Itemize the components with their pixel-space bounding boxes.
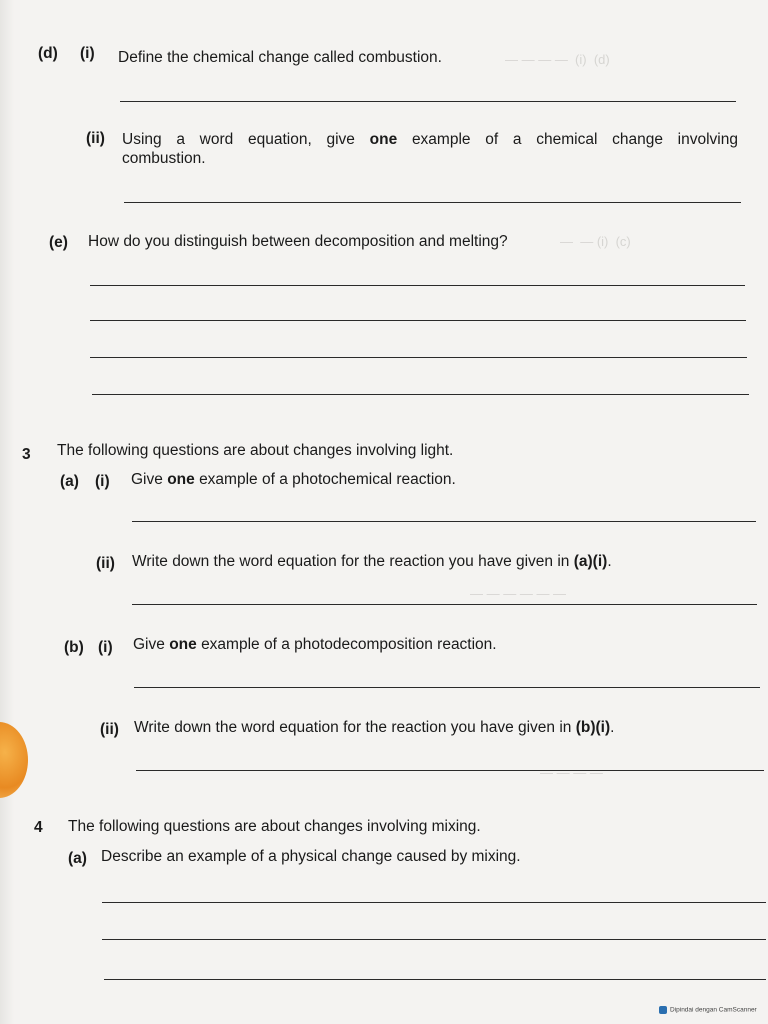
question-3a-ii-text xyxy=(132,552,612,571)
question-3a-i-text xyxy=(131,470,456,489)
answer-line xyxy=(120,101,736,102)
question-number-4: 4 xyxy=(34,819,43,836)
bleed-through-text: — — — — — — xyxy=(470,586,567,601)
question-2d-ii-line1 xyxy=(122,130,738,149)
question-2d-ii-post: example of a chemical change involving xyxy=(411,131,738,148)
question-3b-ii-end: . xyxy=(610,719,615,736)
answer-line xyxy=(90,285,745,286)
part-label-4a: (a) xyxy=(68,850,87,867)
subpart-label-3a-ii: (ii) xyxy=(96,555,115,572)
answer-line xyxy=(90,320,746,321)
answer-line xyxy=(104,979,766,980)
part-label-d: (d) xyxy=(38,45,58,62)
question-number-3: 3 xyxy=(22,446,31,463)
answer-line xyxy=(132,604,757,605)
question-2d-ii-line2: combustion. xyxy=(122,150,206,167)
camscanner-icon xyxy=(659,1006,667,1014)
emphasis-one: one xyxy=(167,471,195,488)
bleed-through-text: — — (i) (c) xyxy=(560,234,631,249)
answer-line xyxy=(90,357,747,358)
answer-line xyxy=(134,687,760,688)
part-label-3a: (a) xyxy=(60,473,79,490)
answer-line xyxy=(102,939,766,940)
question-4-intro: The following questions are about changes involving mixing. xyxy=(68,818,481,835)
page-edge-shadow xyxy=(0,0,14,1024)
scanner-watermark-text: Dipindai dengan CamScanner xyxy=(670,1006,757,1014)
question-3a-ii-pre: Write down the word equation for the reaction you have given in xyxy=(132,553,570,570)
subpart-label-3a-i: (i) xyxy=(95,473,110,490)
question-3b-i-pre: Give xyxy=(133,636,165,653)
subpart-label-3b-i: (i) xyxy=(98,639,113,656)
part-label-e: (e) xyxy=(49,234,68,251)
subpart-label-d-ii: (ii) xyxy=(86,130,105,147)
bleed-through-text: — — — — xyxy=(540,765,603,780)
scanner-watermark xyxy=(659,1006,757,1014)
answer-line xyxy=(102,902,766,903)
part-label-3b: (b) xyxy=(64,639,84,656)
question-3b-ii-pre: Write down the word equation for the reaction you have given in xyxy=(134,719,572,736)
emphasis-one: one xyxy=(369,131,398,148)
question-2e-text: How do you distinguish between decomposition and melting? xyxy=(88,233,508,250)
highlighter-mark xyxy=(0,722,28,798)
question-reference: (a)(i) xyxy=(573,553,608,570)
question-3b-i-text xyxy=(133,635,497,654)
emphasis-one: one xyxy=(169,636,197,653)
question-3b-ii-text xyxy=(134,718,614,737)
question-3a-ii-end: . xyxy=(607,553,612,570)
question-4a-text: Describe an example of a physical change caused by mixing. xyxy=(101,848,521,865)
answer-line xyxy=(124,202,741,203)
answer-line xyxy=(92,394,749,395)
subpart-label-d-i: (i) xyxy=(80,45,95,62)
question-3b-i-post: example of a photodecomposition reaction. xyxy=(201,636,497,653)
answer-line xyxy=(136,770,764,771)
question-3-intro: The following questions are about changes involving light. xyxy=(57,442,454,459)
question-3a-i-pre: Give xyxy=(131,471,163,488)
answer-line xyxy=(132,521,756,522)
question-2d-i-text: Define the chemical change called combustion. xyxy=(118,49,442,66)
question-reference: (b)(i) xyxy=(575,719,611,736)
question-3a-i-post: example of a photochemical reaction. xyxy=(199,471,456,488)
subpart-label-3b-ii: (ii) xyxy=(100,721,119,738)
bleed-through-text: — — — — (i) (d) xyxy=(505,52,610,67)
question-2d-ii-pre: Using a word equation, give xyxy=(122,131,355,148)
